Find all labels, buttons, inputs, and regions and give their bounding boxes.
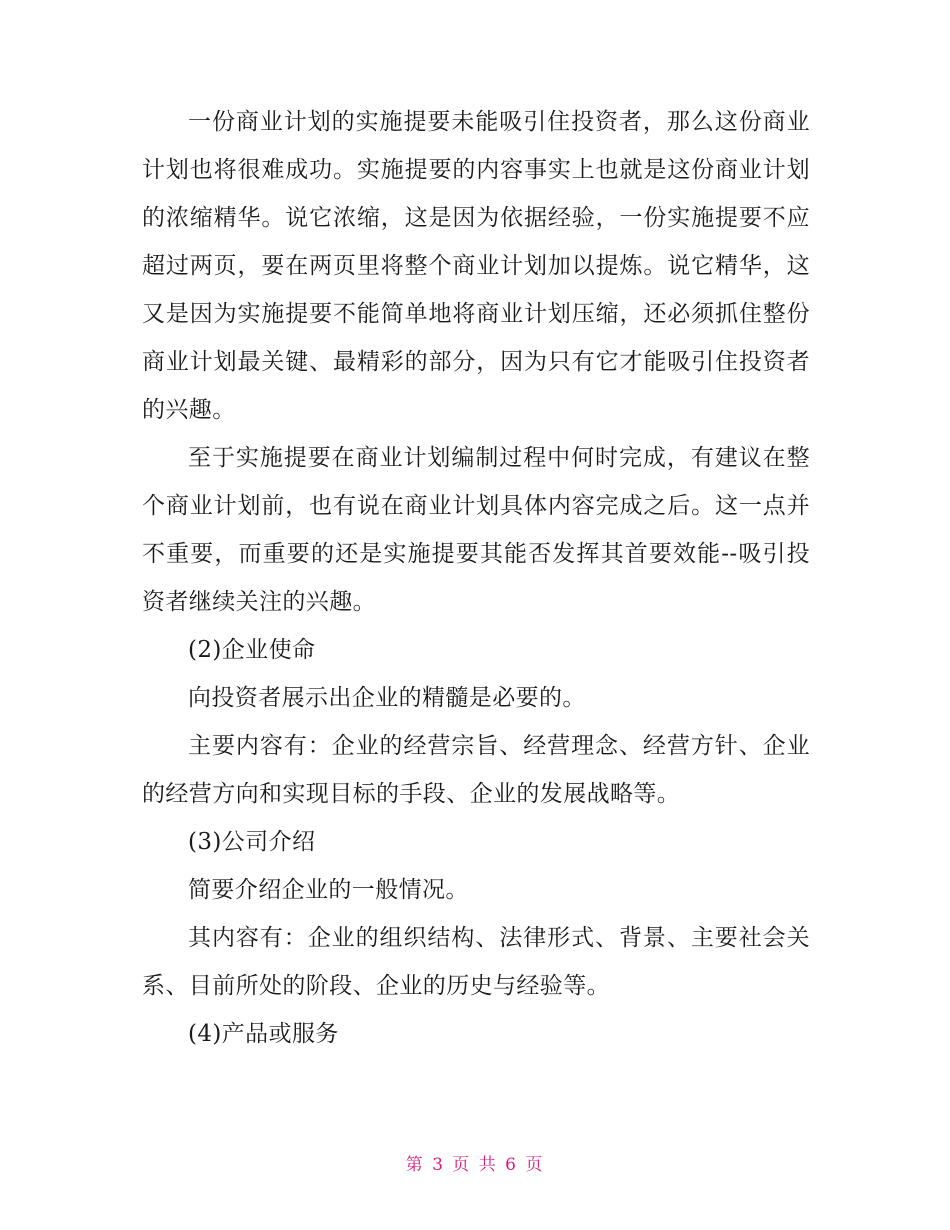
section-heading-company: (3)公司介绍 <box>188 829 316 855</box>
document-body <box>142 98 810 1058</box>
paragraph-company-content: 其内容有：企业的组织结构、法律形式、背景、主要社会关系、目前所处的阶段、企业的历史与经验等。 <box>142 925 810 999</box>
section-heading-mission: (2)企业使命 <box>188 637 316 663</box>
paragraph-summary-timing: 至于实施提要在商业计划编制过程中何时完成，有建议在整个商业计划前，也有说在商业计划具体内容完成之后。这一点并不重要，而重要的还是实施提要其能否发挥其首要效能--吸引投资者继续关注的兴趣。 <box>142 445 810 615</box>
page-number-label: 第 3 页 共 6 页 <box>405 1155 545 1175</box>
paragraph-mission-intro: 向投资者展示出企业的精髓是必要的。 <box>188 685 586 711</box>
paragraph-executive-summary: 一份商业计划的实施提要未能吸引住投资者，那么这份商业计划也将很难成功。实施提要的内容事实上也就是这份商业计划的浓缩精华。说它浓缩，这是因为依据经验，一份实施提要不应超过两页，要在两页里将整个商业计划加以提炼。说它精华，这又是因为实施提要不能简单地将商业计划压缩，还必须抓住整份商业计划最关键、最精彩的部分，因为只有它才能吸引住投资者的兴趣。 <box>142 109 810 423</box>
section-heading-products: (4)产品或服务 <box>188 1021 339 1047</box>
paragraph-mission-content: 主要内容有：企业的经营宗旨、经营理念、经营方针、企业的经营方向和实现目标的手段、企业的发展战略等。 <box>142 733 810 807</box>
paragraph-company-intro: 简要介绍企业的一般情况。 <box>188 877 469 903</box>
page-number-footer <box>0 1150 950 1175</box>
